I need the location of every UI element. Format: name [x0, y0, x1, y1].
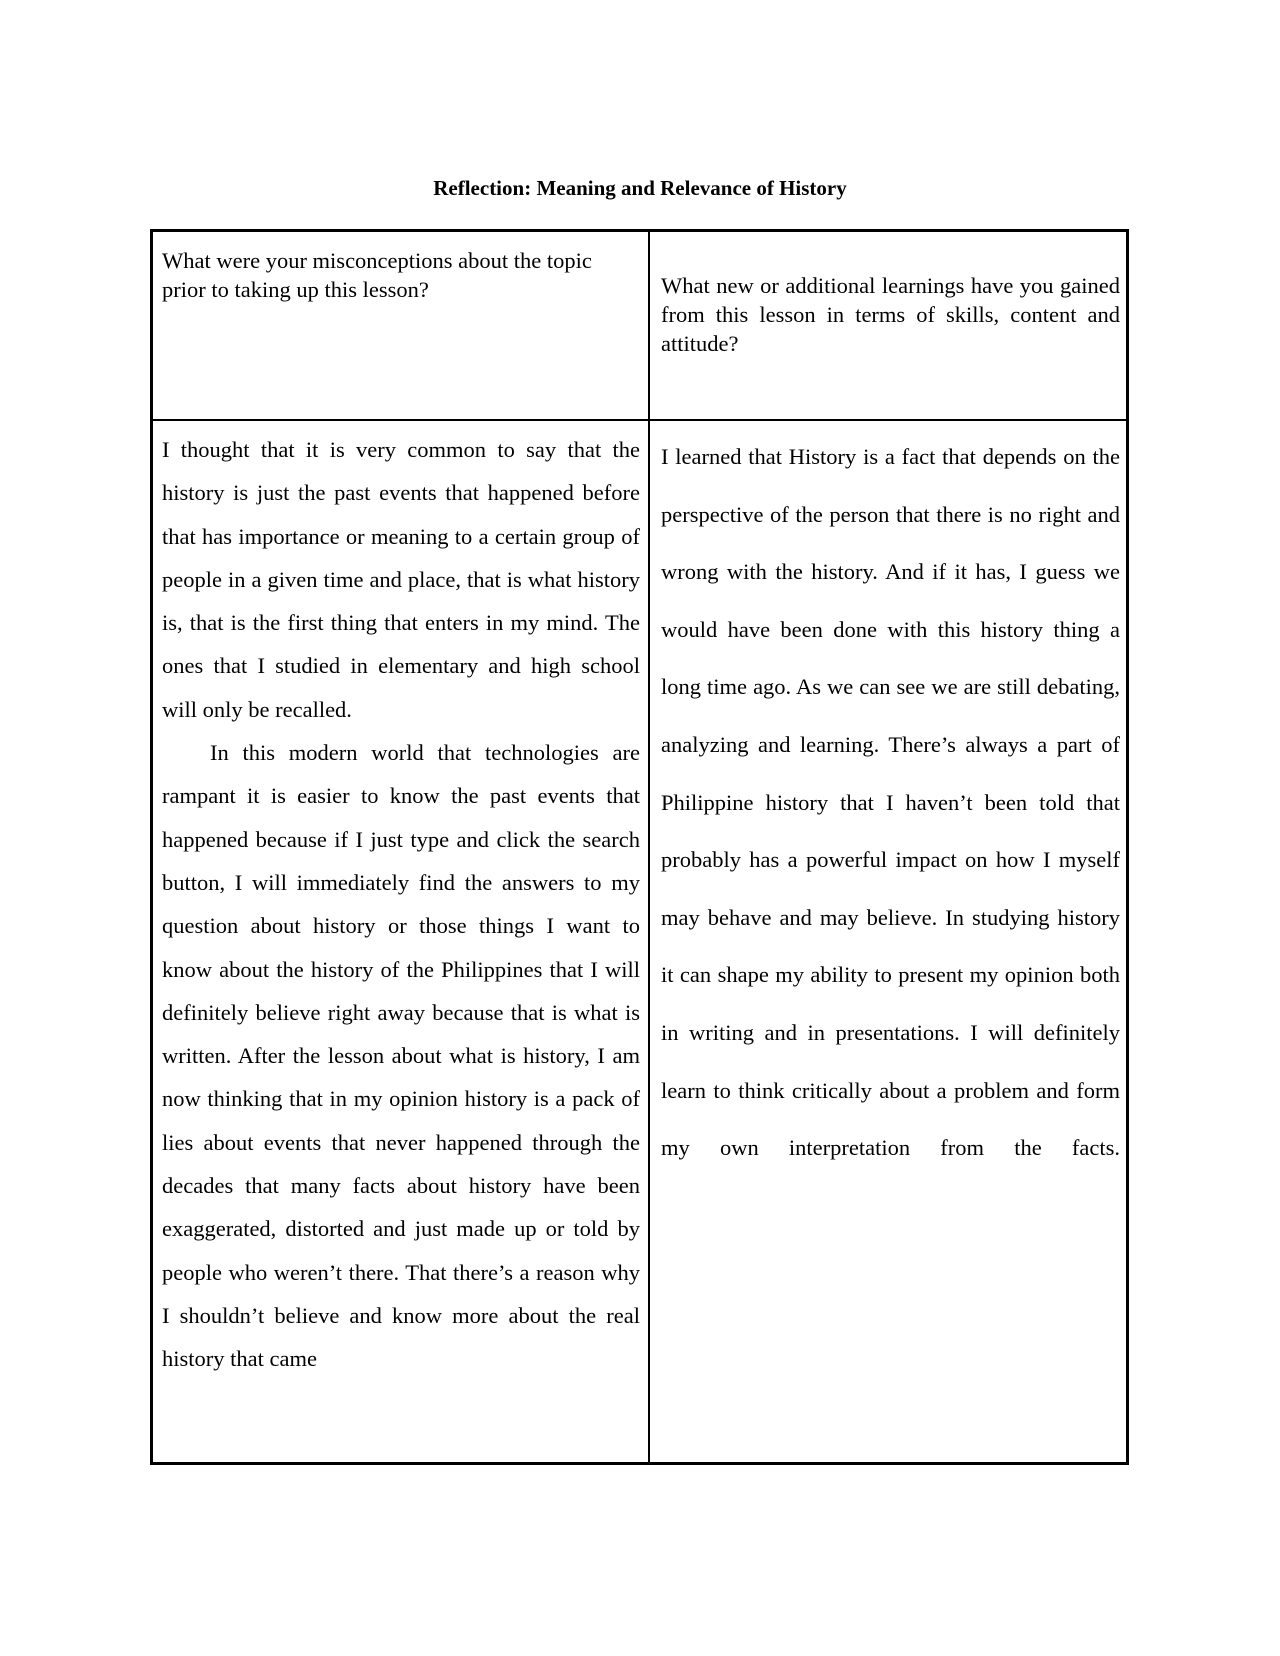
learnings-paragraph-1: I learned that History is a fact that depends on the perspective of the person that there is no right and wrong with the history. And if it has, I guess we would have been done with this history thing a long time ago. As we can see we are still debating, analyzing and learning. There’s always a part of Philippine history that I haven’t been told that probably has a powerful impact on how I myself may behave and may believe. In studying history it can shape my ability to present my opinion both in writing and in presentations. I will definitely learn to think critically about a problem and form my own interpretation from the facts. — [661, 444, 1120, 1161]
page-title: Reflection: Meaning and Relevance of History — [433, 176, 847, 200]
learnings-answer-cell — [661, 428, 1120, 1177]
misconceptions-answer-cell — [162, 428, 640, 1458]
misconceptions-paragraph-1: I thought that it is very common to say that the history is just the past events that happened before that has importance or meaning to a certain group of people in a given time and place, that is what history is, that is the first thing that enters in my mind. The ones that I studied in elementary and high school will only be recalled. — [162, 437, 640, 722]
column-divider — [648, 232, 650, 1462]
misconceptions-paragraph-2: In this modern world that technologies are rampant it is easier to know the past events that happened because if I just type and click the search button, I will immediately find the answers to my question about history or those things I want to know about the history of the Philippines that I will definitely believe right away because that is what is written. After the lesson about what is history, I am now thinking that in my opinion history is a pack of lies about events that never happened through the decades that many facts about history have been exaggerated, distorted and just made up or told by people who weren’t there. That there’s a reason why I shouldn’t believe and know more about the real history that came — [162, 740, 640, 1372]
reflection-table — [150, 229, 1129, 1465]
misconceptions-question-cell: What were your misconceptions about the topic prior to taking up this lesson? — [162, 248, 592, 302]
row-divider — [153, 419, 1126, 421]
learnings-question-cell: What new or additional learnings have you gained from this lesson in terms of skills, content and attitude? — [661, 273, 1120, 356]
